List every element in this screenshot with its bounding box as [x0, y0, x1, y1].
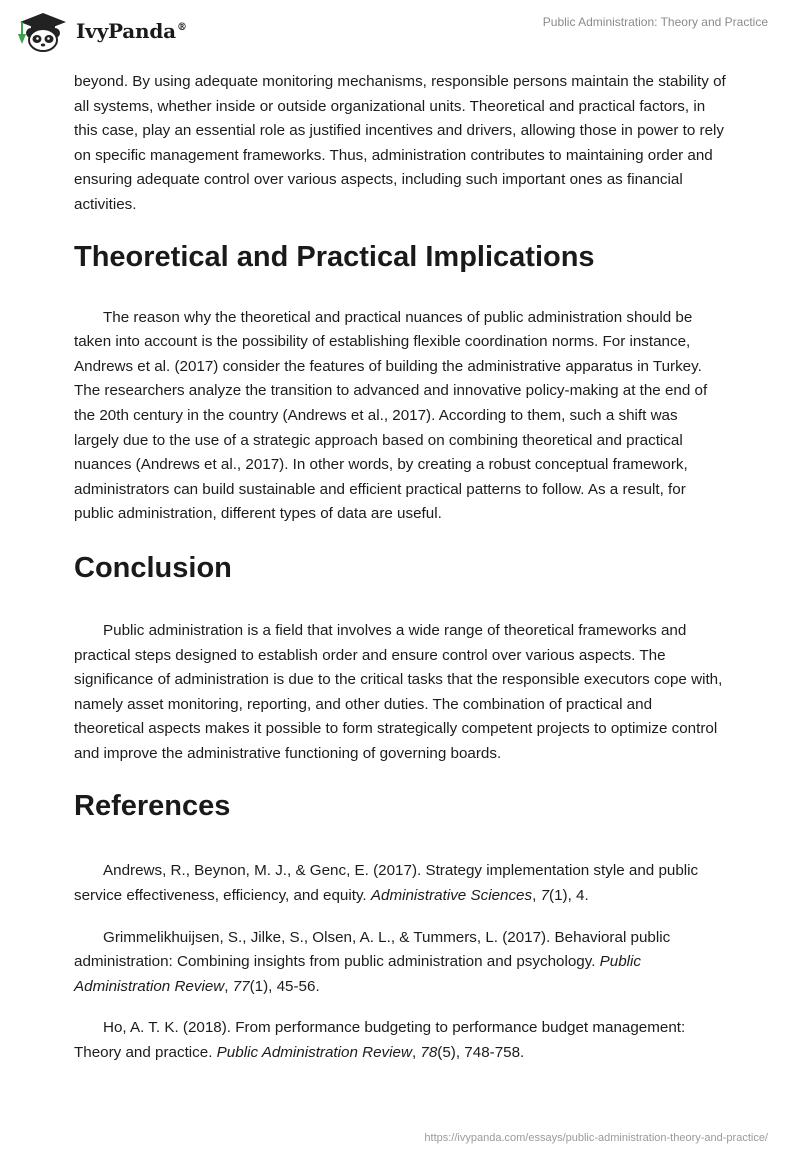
reference-item: Grimmelikhuijsen, S., Jilke, S., Olsen, A. L., & Tummers, L. (2017). Behavioral public administration: Combining insights from public administration and psychology. Public Administration Review, 77(1), 45-56. — [74, 928, 671, 995]
conclusion-heading: Conclusion — [74, 551, 232, 584]
implications-paragraph: The reason why the theoretical and practical nuances of public administration should be taken into account is the possibility of establishing flexible coordination norms. For instance, Andrews et al. (2017) consider the features of building the administrative apparatus in Turkey. The researchers analyze the transition to advanced and innovative policy-making at the end of the 20th century in the country (Andrews et al., 2017). According to them, such a shift was largely due to the use of a strategic approach based on combining theoretical and practical nuances (Andrews et al., 2017). In other words, by creating a robust conceptual framework, administrators can build sustainable and efficient practical patterns to follow. As a result, for public administration, different types of data are useful. — [74, 308, 708, 523]
panda-graduate-icon — [14, 10, 72, 52]
references-heading: References — [74, 790, 231, 823]
references-list — [74, 859, 726, 1065]
conclusion-paragraph: Public administration is a field that involves a wide range of theoretical frameworks and practical steps designed to establish order and ensure control over various aspects. The significance of administration is due to the critical tasks that the responsible executors cope with, namely asset monitoring, reporting, and other duties. The combination of practical and theoretical aspects makes it possible to form strategically competent projects to optimize control and improve the administrative functioning of governing boards. — [74, 621, 723, 762]
ivypanda-logo[interactable] — [14, 10, 187, 52]
essay-body — [74, 70, 726, 1083]
reference-item: Andrews, R., Beynon, M. J., & Genc, E. (2017). Strategy implementation style and public service effectiveness, efficiency, and equity. Administrative Sciences, 7(1), 4. — [74, 862, 699, 905]
source-url[interactable]: https://ivypanda.com/essays/public-administration-theory-and-practice/ — [424, 1132, 768, 1144]
logo-text: IvyPanda® — [76, 19, 187, 43]
page-header — [0, 0, 800, 64]
implications-heading: Theoretical and Practical Implications — [74, 240, 595, 273]
document-title: Public Administration: Theory and Practice — [542, 15, 768, 29]
reference-item: Ho, A. T. K. (2018). From performance budgeting to performance budget management: Theory and practice. Public Administration Review, 78(5), 748-758. — [74, 1019, 686, 1062]
intro-paragraph: beyond. By using adequate monitoring mechanisms, responsible persons maintain the stability of all systems, whether inside or outside organizational units. Theoretical and practical factors, in this case, play an essential role as justified incentives and drivers, allowing those in power to rely on specific management frameworks. Thus, administration contributes to maintaining order and ensuring adequate control over various aspects, including such important ones as financial activities. — [74, 73, 726, 213]
